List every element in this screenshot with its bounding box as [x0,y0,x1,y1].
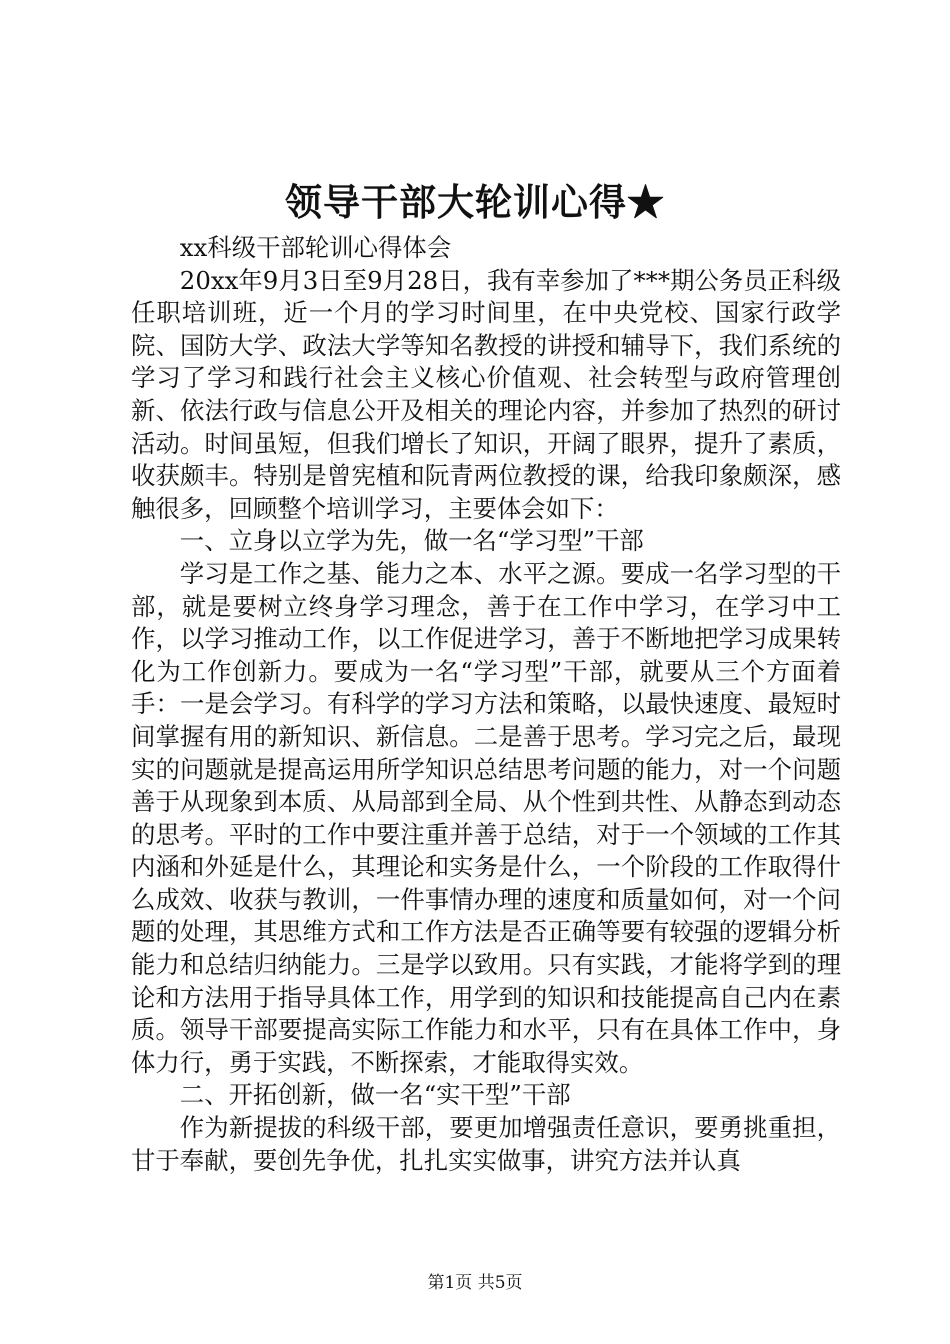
document-title: 领导干部大轮训心得★ [285,180,665,224]
page-number-footer: 第1页 共5页 [427,1273,523,1293]
section-2-paragraph: 作为新提拔的科级干部，要更加增强责任意识，要勇挑重担，甘于奉献，要创先争优，扎扎实实做事，讲究方法并认真 [131,1113,841,1175]
section-heading-1: 一、立身以立学为先，做一名“学习型”干部 [179,526,644,556]
section-1-paragraph: 学习是工作之基、能力之本、水平之源。要成一名学习型的干部，就是要树立终身学习理念，善于在工作中学习，在学习中工作，以学习推动工作，以工作促进学习，善于不断地把学习成果转化为工作创新力。要成为一名“学习型”干部，就要从三个方面着手：一是会学习。有科学的学习方法和策略，以最快速度、最短时间掌握有用的新知识、新信息。二是善于思考。学习完之后，最现实的问题就是提高运用所学知识总结思考问题的能力，对一个问题善于从现象到本质、从局部到全局、从个性到共性、从静态到动态的思考。平时的工作中要注重并善于总结，对于一个领域的工作其内涵和外延是什么，其理论和实务是什么，一个阶段的工作取得什么成效、收获与教训，一件事情办理的速度和质量如何，对一个问题的处理，其思维方式和工作方法是否正确等要有较强的逻辑分析能力和总结归纳能力。三是学以致用。只有实践，才能将学到的理论和方法用于指导具体工作，用学到的知识和技能提高自己内在素质。领导干部要提高实际工作能力和水平，只有在具体工作中，身体力行，勇于实践，不断探索，才能取得实效。 [131,558,841,1077]
intro-paragraph: 20xx年9月3日至9月28日，我有幸参加了***期公务员正科级任职培训班，近一个月的学习时间里，在中央党校、国家行政学院、国防大学、政法大学等知名教授的讲授和辅导下，我们系统的学习了学习和践行社会主义核心价值观、社会转型与政府管理创新、依法行政与信息公开及相关的理论内容，并参加了热烈的研讨活动。时间虽短，但我们增长了知识，开阔了眼界，提升了素质，收获颇丰。特别是曾宪植和阮青两位教授的课，给我印象颇深，感触很多，回顾整个培训学习，主要体会如下： [131,265,841,523]
document-body [131,232,841,1177]
section-heading-2: 二、开拓创新，做一名“实干型”干部 [179,1080,571,1110]
subtitle-paragraph: xx科级干部轮训心得体会 [179,233,452,262]
